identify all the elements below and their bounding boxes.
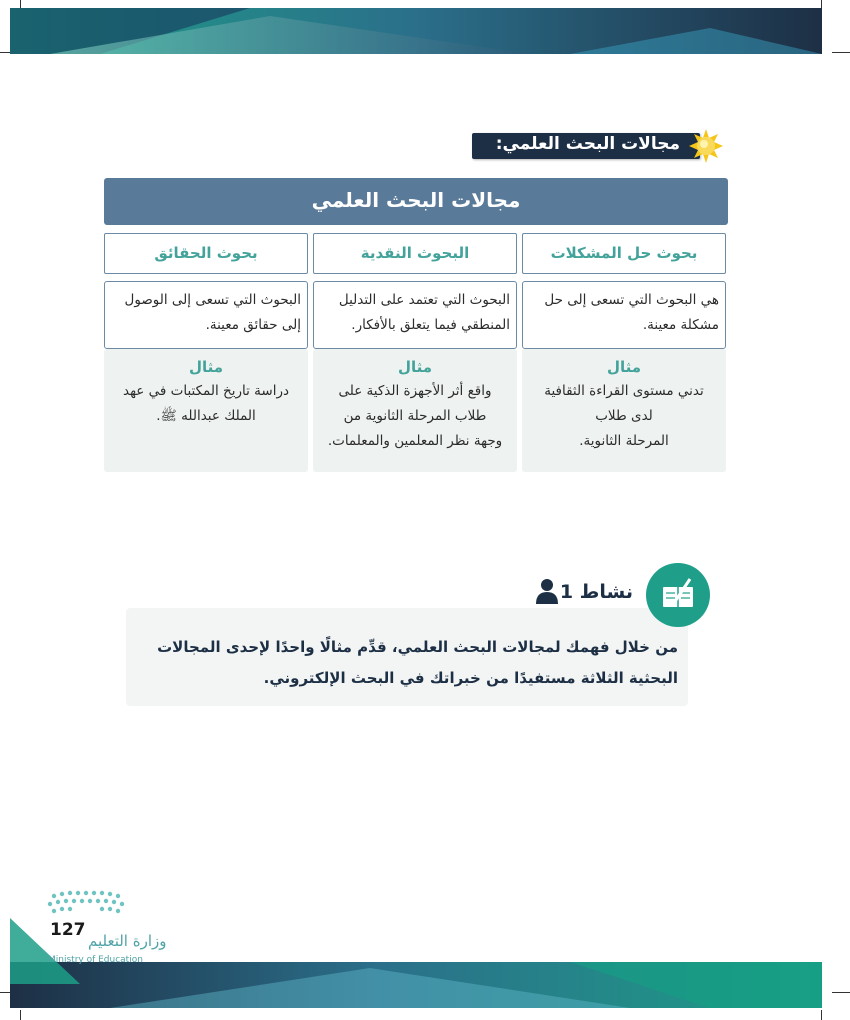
page-number: 127 <box>50 920 86 940</box>
crop-mark <box>832 52 850 53</box>
example-label: مثال <box>606 358 642 376</box>
crop-mark <box>821 0 822 8</box>
example-line: تدني مستوى القراءة الثقافية <box>544 383 704 399</box>
column-type-problem-solving: بحوث حل المشكلات <box>522 233 726 274</box>
crop-mark <box>20 0 21 8</box>
column-type-critical: البحوث النقدية <box>313 233 517 274</box>
activity-book-icon <box>646 563 710 627</box>
column-example-facts <box>104 349 308 472</box>
ministry-name-english: Ministry of Education <box>48 955 143 965</box>
section-heading <box>472 131 724 161</box>
example-line: واقع أثر الأجهزة الذكية على <box>338 383 492 399</box>
person-icon <box>535 578 559 604</box>
example-line: لدى طلاب <box>595 408 653 424</box>
section-heading-text: مجالات البحث العلمي: <box>495 134 680 154</box>
example-line: وجهة نظر المعلمين والمعلمات. <box>327 433 503 449</box>
example-label: مثال <box>397 358 433 376</box>
example-line: الملك عبدالله ﷺ. <box>156 408 256 424</box>
column-type-facts: بحوث الحقائق <box>104 233 308 274</box>
crop-mark <box>832 992 850 993</box>
crop-mark <box>20 1010 21 1020</box>
example-line: المرحلة الثانوية. <box>579 433 669 449</box>
sun-icon <box>688 128 724 164</box>
column-definition-facts: البحوث التي تسعى إلى الوصول إلى حقائق معينة. <box>104 281 308 349</box>
column-example-critical <box>313 349 517 472</box>
activity-instructions: من خلال فهمك لمجالات البحث العلمي، قدِّم مثالًا واحدًا لإحدى المجالات البحثية الثلاثة مستفيدًا من خبراتك في البحث الإلكتروني. <box>157 638 678 687</box>
crop-mark <box>0 52 10 53</box>
crop-mark <box>821 1010 822 1020</box>
top-decorative-band <box>10 8 822 54</box>
column-definition-critical: البحوث التي تعتمد على التدليل المنطقي فيما يتعلق بالأفكار. <box>313 281 517 349</box>
example-line: دراسة تاريخ المكتبات في عهد <box>122 383 290 399</box>
table-title: مجالات البحث العلمي <box>104 178 728 225</box>
activity-title: نشاط 1 <box>559 581 633 603</box>
column-example-problem-solving <box>522 349 726 472</box>
crop-mark <box>0 992 10 993</box>
ministry-name-arabic: وزارة التعليم <box>88 932 167 950</box>
example-label: مثال <box>188 358 224 376</box>
example-line: طلاب المرحلة الثانوية من <box>343 408 487 424</box>
bottom-decorative-band <box>10 962 822 1008</box>
column-definition-problem-solving: هي البحوث التي تسعى إلى حل مشكلة معينة. <box>522 281 726 349</box>
